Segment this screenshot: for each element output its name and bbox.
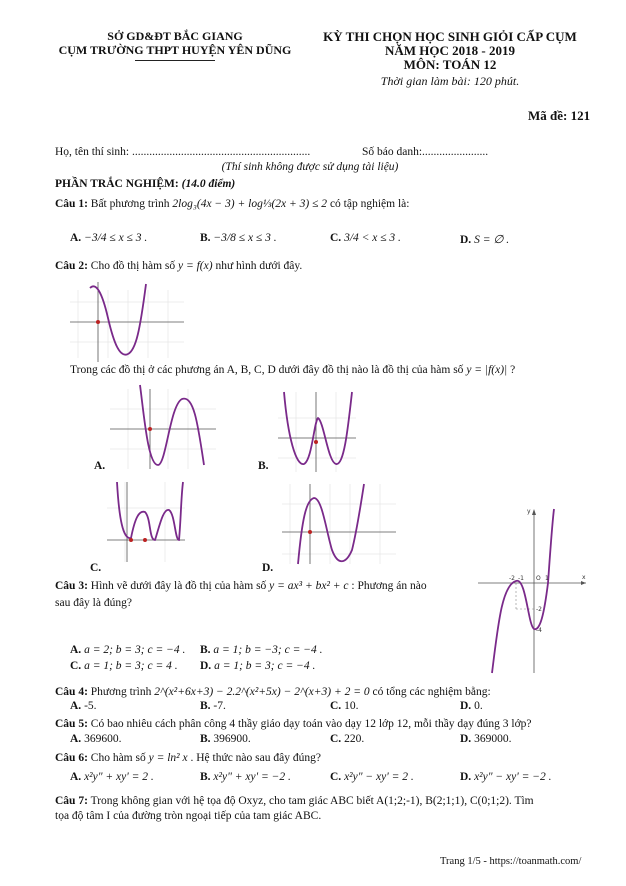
- q5-option-a: A. 369600.: [70, 733, 122, 745]
- question-label: Câu 7:: [55, 795, 88, 807]
- question-tail: có tổng các nghiệm bằng:: [372, 686, 491, 698]
- question-formula: y = ax³ + bx² + c: [269, 580, 349, 592]
- q2-option-c-label: C.: [90, 562, 102, 574]
- question-formula: y = ln² x: [148, 752, 188, 764]
- graph-curve: [284, 392, 352, 464]
- question-tail: : Phương án nào: [351, 580, 427, 592]
- question-tail: có tập nghiệm là:: [329, 198, 410, 210]
- q3-option-a: A. a = 2; b = 3; c = −4 .: [70, 644, 186, 656]
- student-id-field: Số báo danh:.......................: [362, 146, 489, 158]
- q3-option-d: D. a = 1; b = 3; c = −4 .: [200, 660, 316, 672]
- question-label: Câu 5:: [55, 718, 88, 730]
- question-1: [55, 198, 409, 210]
- q3-option-b: B. a = 1; b = −3; c = −4 .: [200, 644, 323, 656]
- question-5: [55, 718, 532, 730]
- y-axis-label: y: [527, 508, 531, 515]
- section-heading: [55, 178, 235, 190]
- question-6: [55, 752, 321, 764]
- page-footer: Trang 1/5 - https://toanmath.com/: [440, 856, 582, 867]
- question-7-line2: tọa độ tâm I của đường tròn ngoại tiếp của tam giác ABC.: [55, 810, 322, 822]
- question-formula: y = f(x): [178, 260, 213, 272]
- q5-option-b: B. 396900.: [200, 733, 251, 745]
- question-tail: . Hệ thức nào sau đây đúng?: [190, 752, 321, 764]
- svg-text:-2: -2: [509, 575, 515, 582]
- school-year: NĂM HỌC 2018 - 2019: [385, 43, 515, 58]
- q2-graph-c: [105, 478, 187, 566]
- q2-graph-a: [108, 385, 218, 473]
- q4-option-b: B. -7.: [200, 700, 226, 712]
- q2-option-d-label: D.: [262, 562, 274, 574]
- q6-option-c: C. x²y" − xy' = 2 .: [330, 771, 414, 783]
- graph-grid: [70, 290, 184, 358]
- graph-curve: [492, 509, 554, 673]
- q2-graph-d: [280, 480, 398, 568]
- question-text: Phương trình: [90, 686, 152, 698]
- svg-text:-2: -2: [536, 606, 542, 613]
- question-tail: như hình dưới đây.: [215, 260, 303, 272]
- question-label: Câu 2:: [55, 260, 88, 272]
- student-name-field: Họ, tên thí sinh: ..............................................................: [55, 146, 311, 158]
- q2-main-graph: [68, 278, 186, 366]
- svg-text:1: 1: [545, 575, 549, 582]
- header-divider: [135, 60, 215, 61]
- exam-title: KỲ THI CHỌN HỌC SINH GIỎI CẤP CỤM: [323, 29, 577, 44]
- q4-option-c: C. 10.: [330, 700, 359, 712]
- q4-option-d: D. 0.: [460, 700, 483, 712]
- q1-option-d: D. S = ∅ .: [460, 234, 510, 246]
- q2-sub-question: Trong các đồ thị ở các phương án A, B, C, D dưới đây đồ thị nào là đồ thị của hàm số y = |f(x)| ?: [70, 364, 516, 376]
- q2-option-b-label: B.: [258, 460, 269, 472]
- time-limit: Thời gian làm bài: 120 phút.: [380, 74, 520, 88]
- question-7: [55, 795, 534, 807]
- subject: MÔN: TOÁN 12: [403, 57, 497, 72]
- section-points: (14.0 điểm): [181, 178, 236, 190]
- q4-option-a: A. -5.: [70, 700, 97, 712]
- student-note: (Thí sinh không được sử dụng tài liệu): [221, 161, 399, 173]
- question-formula: 2log₃(4x − 3) + log⅓(2x + 3) ≤ 2: [172, 198, 328, 210]
- q6-option-d: D. x²y" − xy' = −2 .: [460, 771, 552, 783]
- question-3: [55, 580, 427, 592]
- question-text: Bất phương trình: [90, 198, 170, 210]
- graph-curve: [90, 284, 146, 355]
- q3-graph: [478, 505, 590, 675]
- question-label: Câu 1:: [55, 198, 88, 210]
- q1-option-a: A. −3/4 ≤ x ≤ 3 .: [70, 232, 148, 244]
- svg-text:-4: -4: [536, 627, 542, 634]
- section-title: PHẦN TRẮC NGHIỆM:: [55, 178, 179, 190]
- question-text: Trong không gian với hệ tọa độ Oxyz, cho tam giác ABC biết A(1;2;-1), B(2;1;1), C(0;1;2). Tìm: [90, 795, 534, 807]
- school-department: SỞ GD&ĐT BẮC GIANG: [107, 29, 243, 43]
- question-4: [55, 686, 491, 698]
- q5-option-d: D. 369000.: [460, 733, 512, 745]
- question-label: Câu 3:: [55, 580, 88, 592]
- graph-curve: [298, 484, 364, 564]
- q5-option-c: C. 220.: [330, 733, 365, 745]
- question-text: Cho đồ thị hàm số: [90, 260, 176, 272]
- question-2: [55, 260, 302, 272]
- question-text: Hình vẽ dưới đây là đồ thị của hàm số: [90, 580, 267, 592]
- question-3-line2: sau đây là đúng?: [55, 597, 132, 609]
- q1-option-c: C. 3/4 < x ≤ 3 .: [330, 232, 401, 244]
- q6-option-b: B. x²y" + xy' = −2 .: [200, 771, 291, 783]
- q2-option-a-label: A.: [94, 460, 106, 472]
- x-axis-label: x: [582, 574, 586, 581]
- question-text: Có bao nhiêu cách phân công 4 thầy giáo dạy toán vào dạy 12 lớp 12, mỗi thầy dạy đúng 3 lớp?: [90, 718, 532, 730]
- svg-text:-1: -1: [518, 575, 524, 582]
- question-text: Cho hàm số: [90, 752, 146, 764]
- q3-option-c: C. a = 1; b = 3; c = 4 .: [70, 660, 178, 672]
- school-cluster: CỤM TRƯỜNG THPT HUYỆN YÊN DŨNG: [58, 43, 292, 57]
- exam-code: Mã đề: 121: [528, 108, 591, 123]
- question-label: Câu 4:: [55, 686, 88, 698]
- q1-option-b: B. −3/8 ≤ x ≤ 3 .: [200, 232, 277, 244]
- question-label: Câu 6:: [55, 752, 88, 764]
- svg-text:O: O: [536, 575, 541, 582]
- question-formula: 2^(x²+6x+3) − 2.2^(x²+5x) − 2^(x+3) + 2 = 0: [154, 686, 370, 698]
- graph-point: [96, 320, 100, 324]
- q2-graph-b: [276, 388, 358, 476]
- q6-option-a: A. x²y" + xy' = 2 .: [70, 771, 154, 783]
